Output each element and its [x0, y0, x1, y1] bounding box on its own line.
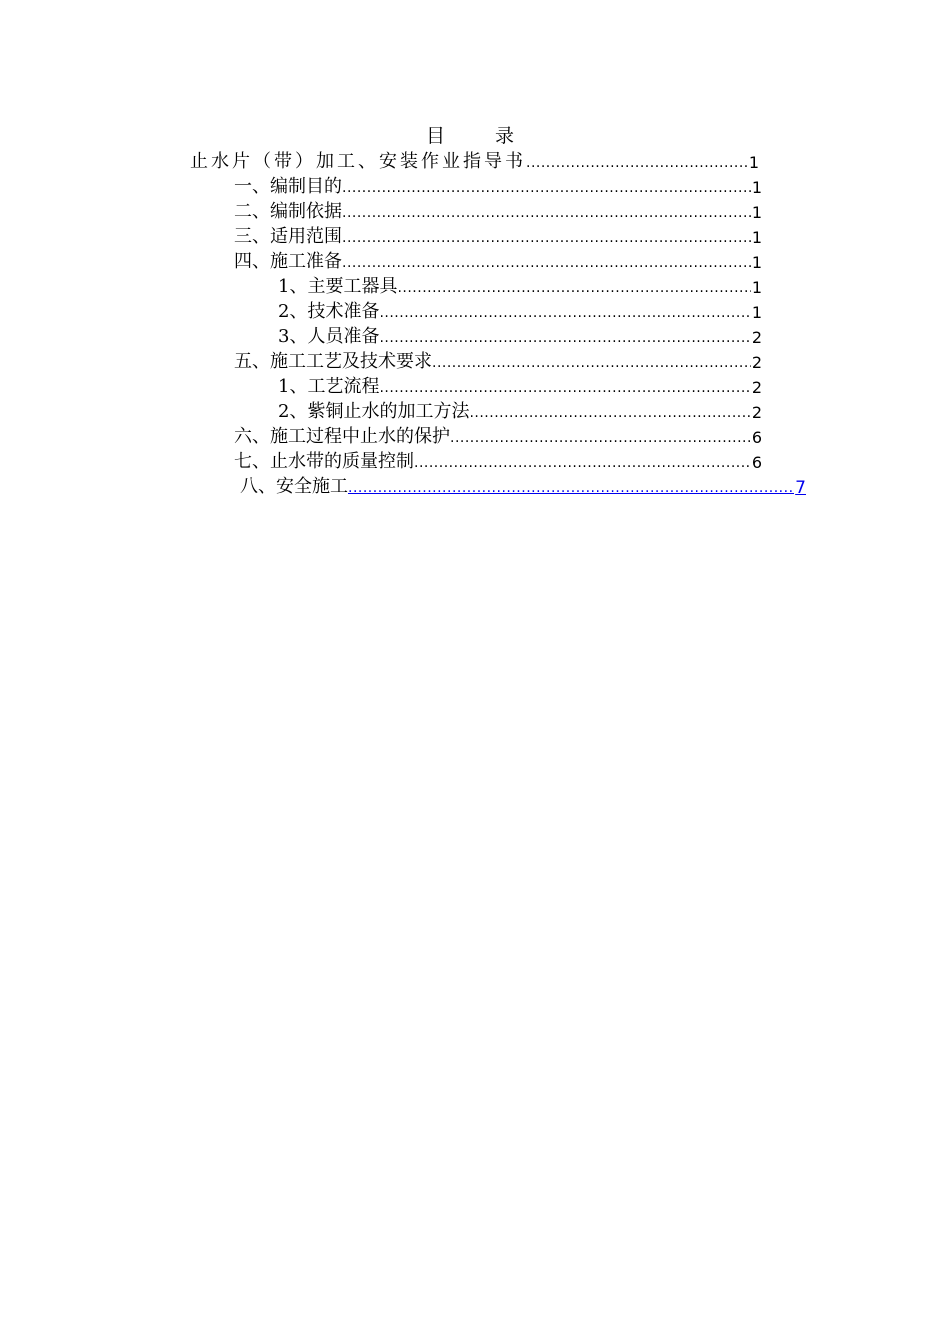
toc-entry-text: 七、止水带的质量控制 — [234, 451, 414, 472]
toc-page-number: 2 — [751, 403, 762, 422]
toc-entry[interactable] — [234, 223, 762, 248]
toc-page-number: 2 — [751, 328, 762, 347]
toc-entry-text: 2、技术准备 — [278, 301, 380, 322]
toc-page-number: 2 — [751, 353, 762, 372]
toc-entry-text: 六、施工过程中止水的保护 — [234, 426, 450, 447]
toc-entry[interactable] — [278, 323, 762, 348]
toc-entry-text: 止水片（带）加工、安装作业指导书 — [190, 151, 526, 172]
toc-entry[interactable] — [234, 423, 762, 448]
toc-entry[interactable] — [234, 173, 762, 198]
toc-leader-dots — [379, 304, 750, 323]
toc-page-number: 6 — [751, 428, 762, 447]
toc-page-number: 2 — [751, 378, 762, 397]
toc-leader-dots — [379, 329, 750, 348]
toc-page-number: 1 — [751, 228, 762, 247]
toc-leader-dots — [526, 154, 748, 173]
toc-entry[interactable] — [234, 248, 762, 273]
toc-entry[interactable] — [234, 348, 762, 373]
toc-entry-text: 三、适用范围 — [234, 226, 342, 247]
toc-entry-link[interactable] — [240, 473, 806, 498]
toc-entry[interactable] — [278, 273, 762, 298]
toc-leader-dots — [450, 429, 751, 448]
toc-leader-dots — [414, 454, 751, 473]
toc-page-number: 1 — [751, 178, 762, 197]
toc-leader-dots — [342, 204, 751, 223]
toc-entry[interactable] — [234, 448, 762, 473]
toc-entry[interactable] — [278, 398, 762, 423]
toc-entry-text: 一、编制目的 — [234, 176, 342, 197]
toc-leader-dots — [342, 254, 751, 273]
toc-title: 目录 — [425, 125, 564, 147]
toc-entry-text: 二、编制依据 — [234, 201, 342, 222]
toc-entry-text: 八、安全施工 — [240, 476, 348, 497]
toc-leader-dots — [397, 279, 750, 298]
toc-leader-dots — [342, 179, 751, 198]
toc-page-number: 1 — [751, 303, 762, 322]
toc-entry-text: 2、紫铜止水的加工方法 — [278, 401, 470, 422]
toc-leader-dots — [432, 354, 751, 373]
toc-leader-dots — [379, 379, 750, 398]
toc-entry-text: 1、主要工器具 — [278, 276, 398, 297]
toc-leader-dots[interactable] — [348, 479, 794, 498]
toc-page-number: 1 — [751, 278, 762, 297]
toc-leader-dots — [342, 229, 751, 248]
toc-page-number[interactable]: 7 — [795, 478, 806, 498]
toc-entry[interactable] — [278, 298, 762, 323]
toc-entry-text: 五、施工工艺及技术要求 — [234, 351, 432, 372]
toc-entry[interactable] — [190, 148, 762, 173]
toc-page-number: 1 — [748, 153, 762, 172]
toc-entry-text: 1、工艺流程 — [278, 376, 380, 397]
toc-entry-text: 3、人员准备 — [278, 326, 380, 347]
toc-page-number: 1 — [751, 253, 762, 272]
toc-entry[interactable] — [234, 198, 762, 223]
toc-leader-dots — [469, 404, 750, 423]
toc-page-number: 6 — [751, 453, 762, 472]
toc-entry-text: 四、施工准备 — [234, 251, 342, 272]
toc-entry[interactable] — [278, 373, 762, 398]
toc-page-number: 1 — [751, 203, 762, 222]
